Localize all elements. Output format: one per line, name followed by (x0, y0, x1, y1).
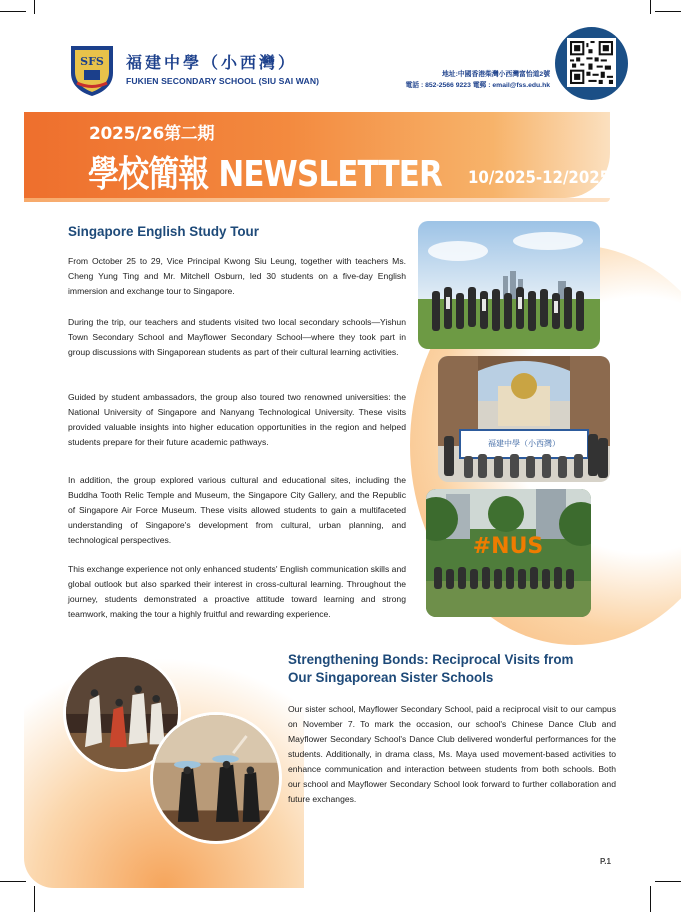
crop-mark (650, 886, 651, 912)
article-paragraph: During the trip, our teachers and students visited two local secondary schools—Yishun Town Secondary School and Mayflower Secondary School—where they took part in group discussions with Singaporean students as part of their cultural learning activities. (68, 317, 406, 357)
crest-initials: SFS (80, 55, 104, 68)
photo-group-city-lawn (418, 221, 600, 349)
crop-mark (34, 0, 35, 14)
photo-group-nus-sign (426, 489, 591, 617)
crop-mark (0, 11, 26, 12)
photo-banner-text: 福建中學（小西灣） (488, 439, 560, 448)
photo-group-mosque-banner (438, 356, 610, 482)
newsletter-title: 學校簡報 NEWSLETTER (88, 154, 443, 195)
crop-mark (34, 886, 35, 912)
banner-shadow-edge (24, 198, 610, 202)
contact-block (405, 69, 550, 91)
school-name-english: FUKIEN SECONDARY SCHOOL (SIU SAI WAN) (126, 76, 320, 86)
article-heading: Singapore English Study Tour (68, 224, 259, 239)
school-crest-logo (67, 43, 117, 97)
contact-line: 電話 : 852-2566 9223 電郵 : email@fss.edu.hk (405, 82, 550, 89)
issue-period: 10/2025-12/2025 (468, 168, 611, 188)
crop-mark (655, 881, 681, 882)
crop-mark (655, 11, 681, 12)
article-heading-line: Our Singaporean Sister Schools (288, 670, 494, 685)
article-paragraph: Our sister school, Mayflower Secondary School, paid a reciprocal visit to our campus on November 7. To mark the occasion, our school's Chinese Dance Club and Mayflower Secondary School's Dance Club delivered wonderful performances for the students. Additionally, in drama class, Ms. Maya used movement-based activities to enhance communication and interaction between students from both schools. Both our school and Mayflower Secondary School look forward to further collaboration and future exchanges. (288, 704, 616, 804)
qr-code-icon (567, 38, 616, 87)
article-heading-line: Strengthening Bonds: Reciprocal Visits from (288, 652, 574, 667)
photo-dance-performance-2 (150, 712, 282, 844)
school-name-chinese: 福建中學（小西灣） (126, 53, 298, 72)
article-paragraph: In addition, the group explored various cultural and educational sites, including the Buddha Tooth Relic Temple and Museum, the Singapore City Gallery, and the Republic of Singapore Air Force Museum. These visits allowed students to gain a multifaceted understanding of Singapore's development from cultural, urban planning, and technological perspectives. (68, 475, 406, 545)
article-paragraph: From October 25 to 29, Vice Principal Kwong Siu Leung, together with teachers Ms. Cheng Yung Ting and Mr. Mitchell Osburn, led 30 students on a five-day English immersion and exchange tour to Singapore. (68, 256, 406, 296)
address-line: 地址:中國香港柴灣小西灣富怡道2號 (442, 71, 550, 78)
issue-number: 2025/26第二期 (89, 124, 215, 144)
article-heading (288, 651, 573, 687)
page-number: P.1 (600, 857, 611, 866)
crop-mark (650, 0, 651, 14)
article-paragraph: This exchange experience not only enhanced students' English communication skills and global outlook but also sparked their interest in cross-cultural learning. Throughout the journey, students demonstrated a proactive attitude toward learning and strong teamwork, making the tour a highly fruitful and rewarding experience. (68, 564, 406, 619)
nus-sign-text: #NUS (472, 534, 544, 559)
article-paragraph: Guided by student ambassadors, the group also toured two renowned universities: the National University of Singapore and Nanyang Technological University. These visits provided valuable insights into higher education opportunities in the region and helped students prepare for their future academic pathways. (68, 392, 406, 447)
crop-mark (0, 881, 26, 882)
